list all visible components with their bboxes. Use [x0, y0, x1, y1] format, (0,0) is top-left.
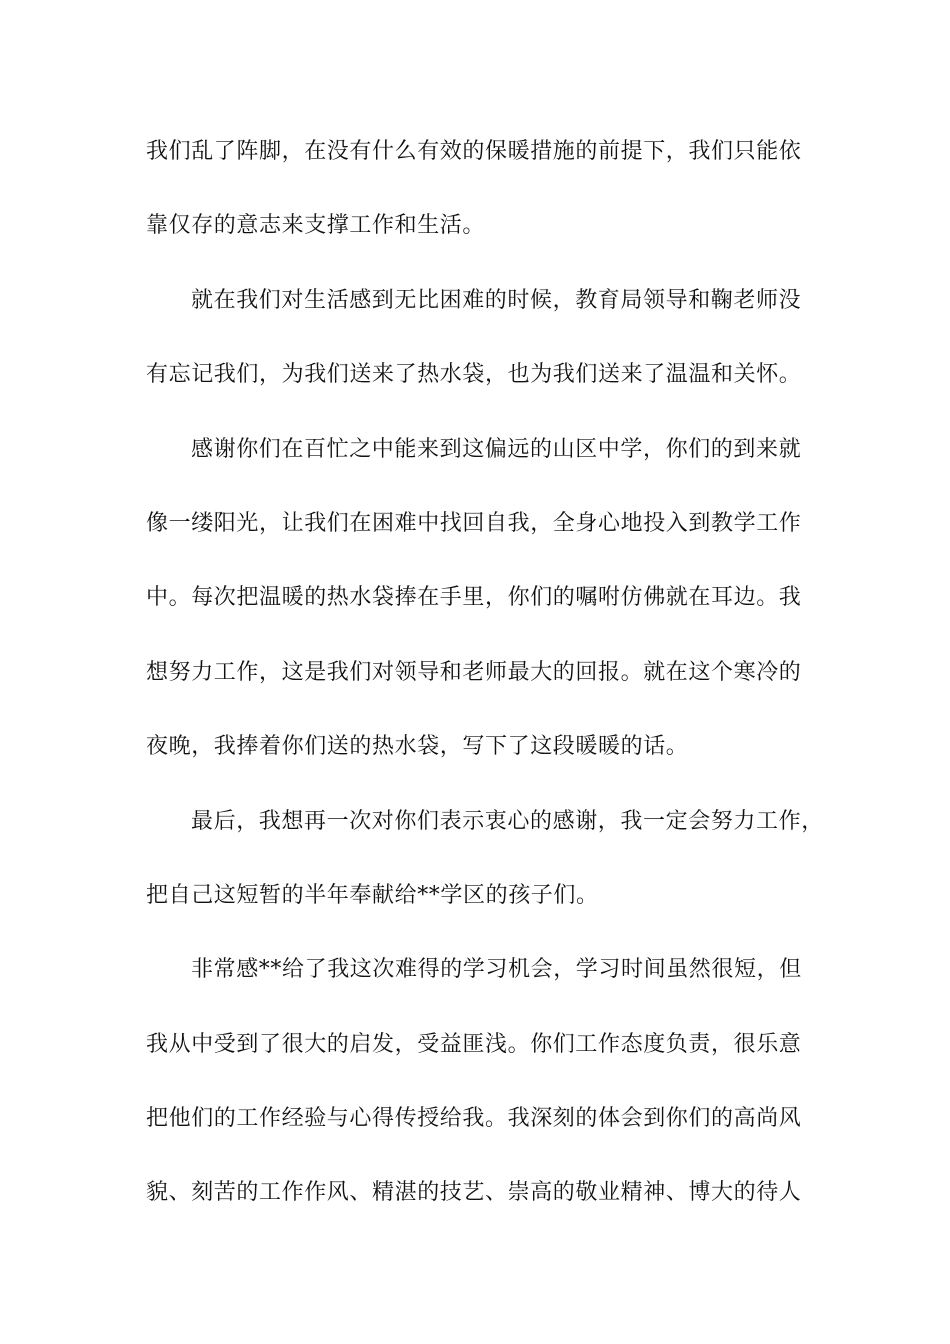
document-body [146, 128, 824, 1244]
text-line: 夜晚，我捧着你们送的热水袋，写下了这段暖暖的话。 [146, 734, 689, 760]
text-line: 有忘记我们，为我们送来了热水袋，也为我们送来了温温和关怀。 [146, 362, 802, 388]
text-line: 靠仅存的意志来支撑工作和生活。 [146, 213, 486, 239]
text-line: 把自己这短暂的半年奉献给**学区的孩子们。 [146, 882, 599, 908]
text-line: 把他们的工作经验与心得传授给我。我深刻的体会到你们的高尚风 [146, 1106, 802, 1132]
text-line: 我从中受到了很大的启发，受益匪浅。你们工作态度负责，很乐意 [146, 1031, 802, 1057]
text-line: 非常感**给了我这次难得的学习机会，学习时间虽然很短，但 [191, 957, 802, 983]
text-line: 就在我们对生活感到无比困难的时候，教育局领导和鞠老师没 [191, 287, 802, 313]
text-line: 最后，我想再一次对你们表示衷心的感谢，我一定会努力工作， [191, 808, 824, 834]
text-line: 感谢你们在百忙之中能来到这偏远的山区中学，你们的到来就 [191, 436, 802, 462]
text-line: 我们乱了阵脚，在没有什么有效的保暖措施的前提下，我们只能依 [146, 139, 802, 164]
text-line: 中。每次把温暖的热水袋捧在手里，你们的嘱咐仿佛就在耳边。我 [146, 585, 802, 611]
text-line: 像一缕阳光，让我们在困难中找回自我，全身心地投入到教学工作 [146, 510, 802, 536]
text-line: 貌、刻苦的工作作风、精湛的技艺、崇高的敬业精神、博大的待人 [146, 1180, 802, 1206]
text-line: 想努力工作，这是我们对领导和老师最大的回报。就在这个寒冷的 [146, 659, 802, 685]
